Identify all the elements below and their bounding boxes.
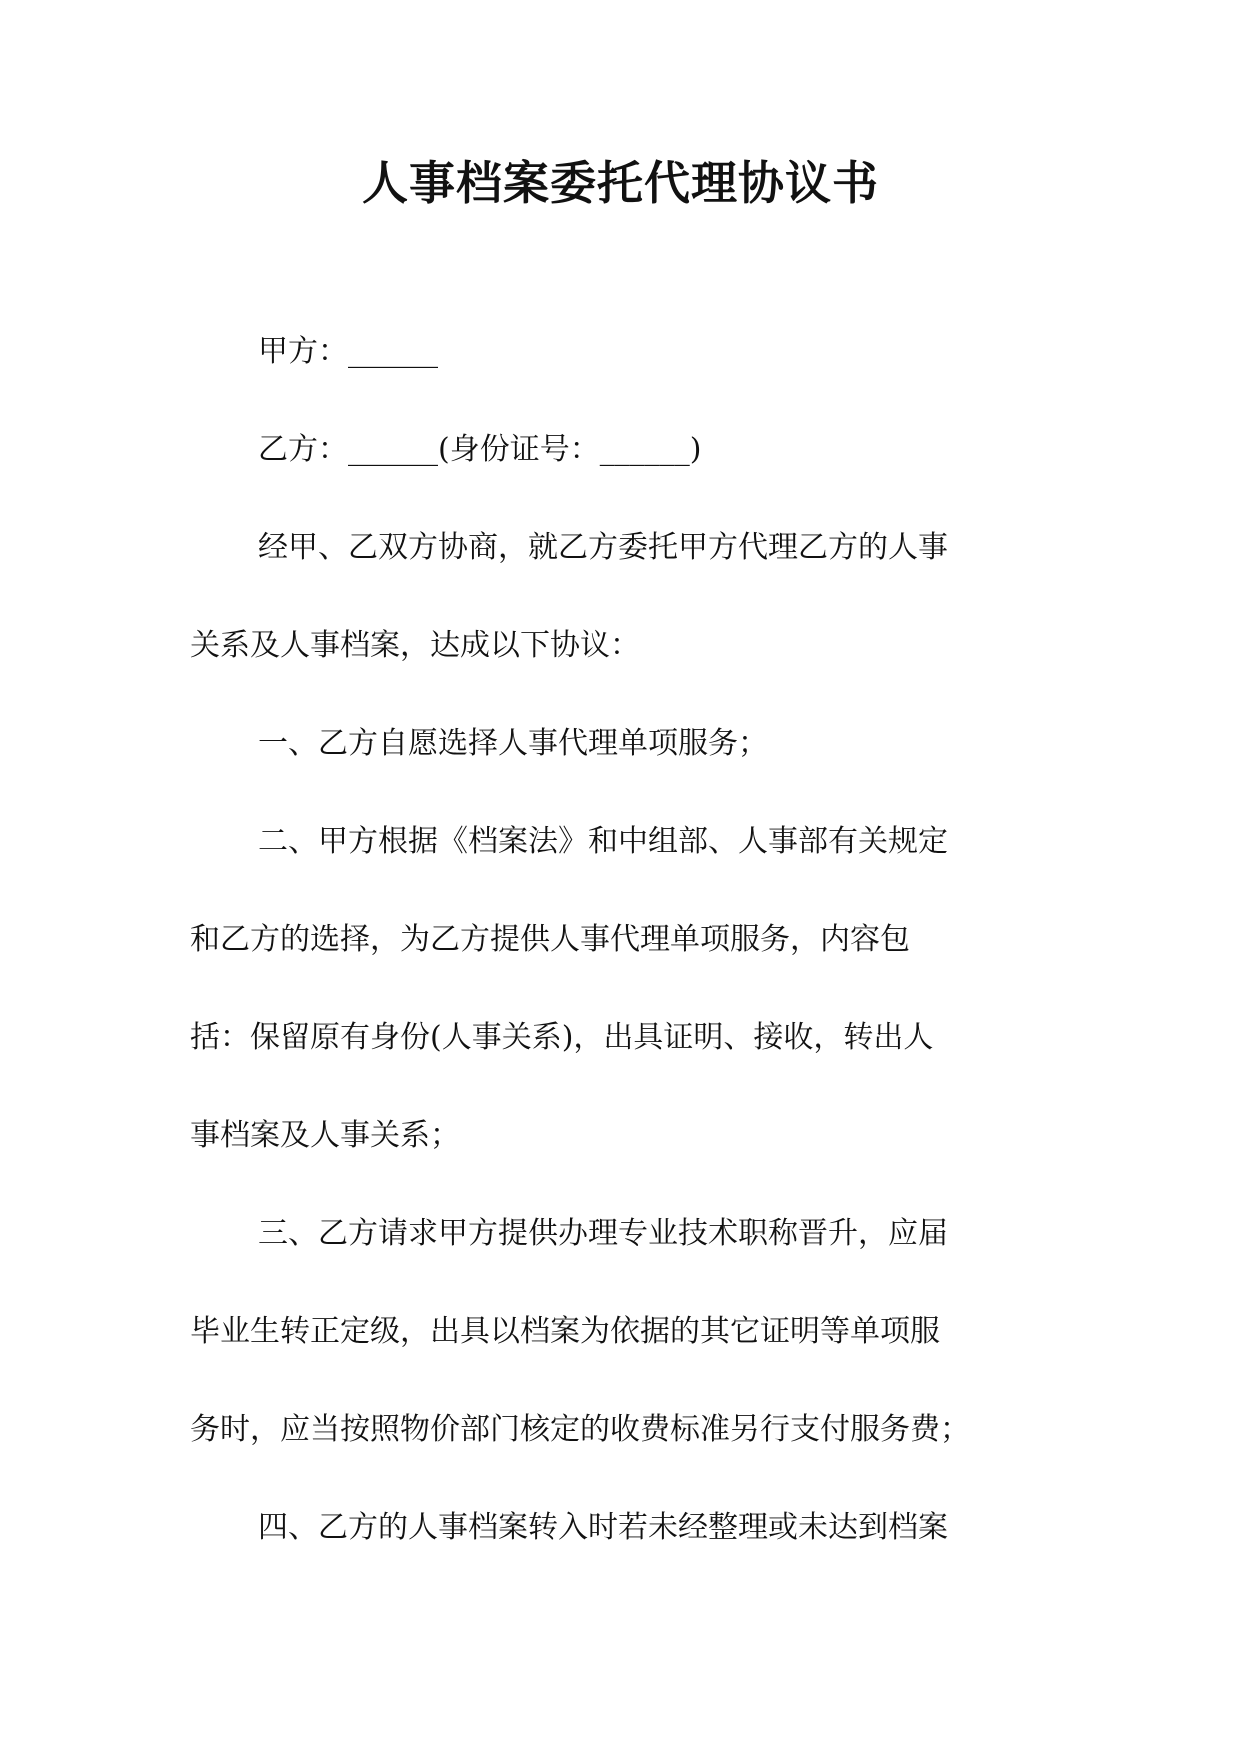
document-title: 人事档案委托代理协议书 bbox=[362, 156, 879, 210]
clause-3-line-2: 毕业生转正定级，出具以档案为依据的其它证明等单项服 bbox=[190, 1314, 940, 1349]
clause-2-line-2: 和乙方的选择，为乙方提供人事代理单项服务，内容包 bbox=[190, 922, 910, 957]
clause-2-line-3: 括：保留原有身份(人事关系)，出具证明、接收，转出人 bbox=[190, 1020, 934, 1055]
party-a-line: 甲方：______ bbox=[258, 334, 438, 369]
clause-2-line-1: 二、甲方根据《档案法》和中组部、人事部有关规定 bbox=[258, 824, 948, 859]
clause-3-line-1: 三、乙方请求甲方提供办理专业技术职称晋升，应届 bbox=[258, 1216, 948, 1251]
party-b-line: 乙方：______(身份证号：______) bbox=[258, 432, 702, 467]
document-body bbox=[190, 303, 1040, 1577]
clause-3-line-3: 务时，应当按照物价部门核定的收费标准另行支付服务费； bbox=[190, 1412, 970, 1447]
preamble-line-1: 经甲、乙双方协商，就乙方委托甲方代理乙方的人事 bbox=[258, 530, 948, 565]
preamble-line-2: 关系及人事档案，达成以下协议： bbox=[190, 628, 640, 663]
clause-4-line-1: 四、乙方的人事档案转入时若未经整理或未达到档案 bbox=[258, 1510, 948, 1545]
clause-2-line-4: 事档案及人事关系； bbox=[190, 1118, 460, 1153]
clause-1-line-1: 一、乙方自愿选择人事代理单项服务； bbox=[258, 726, 768, 761]
